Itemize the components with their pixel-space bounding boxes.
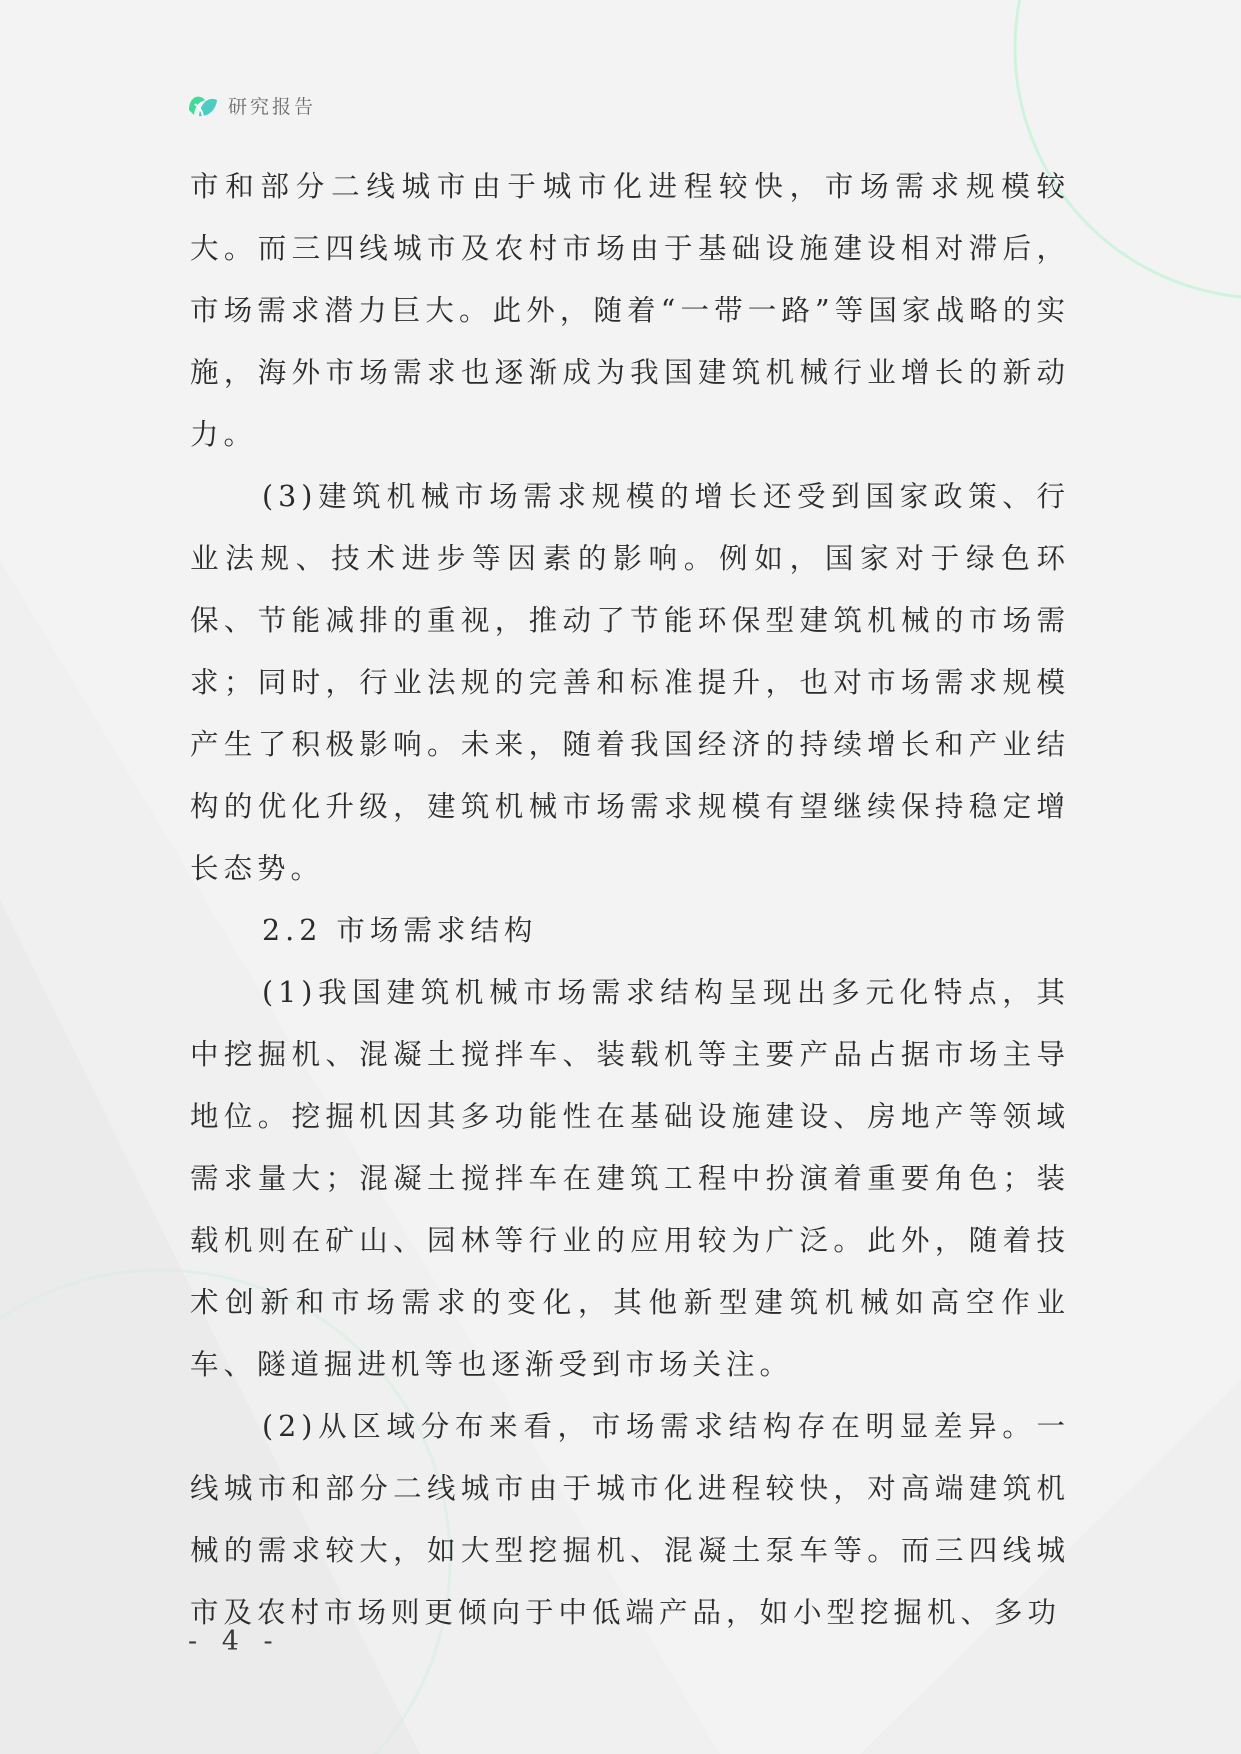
paragraph-continuation: 市和部分二线城市由于城市化进程较快，市场需求规模较大。而三四线城市及农村市场由于基础设施建设相对滞后，市场需求潜力巨大。此外，随着“一带一路”等国家战略的实施，海外市场需求也逐渐成为我国建筑机械行业增长的新动力。 xyxy=(190,170,1070,451)
page-number: - 4 - xyxy=(188,1626,281,1657)
paragraph-2: (2)从区域分布来看，市场需求结构存在明显差异。一线城市和部分二线城市由于城市化进程较快，对高端建筑机械的需求较大，如大型挖掘机、混凝土泵车等。而三四线城市及农村市场则更倾向于中低端产品，如小型挖掘机、多功 xyxy=(190,1410,1070,1629)
section-heading: 2.2 市场需求结构 xyxy=(262,914,538,947)
document-body xyxy=(190,156,1070,1644)
paragraph-1: (1)我国建筑机械市场需求结构呈现出多元化特点，其中挖掘机、混凝土搅拌车、装载机等主要产品占据市场主导地位。挖掘机因其多功能性在基础设施建设、房地产等领域需求量大；混凝土搅拌车在建筑工程中扮演着重要角色；装载机则在矿山、园林等行业的应用较为广泛。此外，随着技术创新和市场需求的变化，其他新型建筑机械如高空作业车、隧道掘进机等也逐渐受到市场关注。 xyxy=(190,976,1070,1381)
paragraph-3: (3)建筑机械市场需求规模的增长还受到国家政策、行业法规、技术进步等因素的影响。例如，国家对于绿色环保、节能减排的重视，推动了节能环保型建筑机械的市场需求；同时，行业法规的完善和标准提升，也对市场需求规模产生了积极影响。未来，随着我国经济的持续增长和产业结构的优化升级，建筑机械市场需求规模有望继续保持稳定增长态势。 xyxy=(190,480,1070,885)
leaf-logo-icon xyxy=(186,88,220,122)
header-title: 研究报告 xyxy=(228,95,317,118)
report-header xyxy=(186,88,316,122)
